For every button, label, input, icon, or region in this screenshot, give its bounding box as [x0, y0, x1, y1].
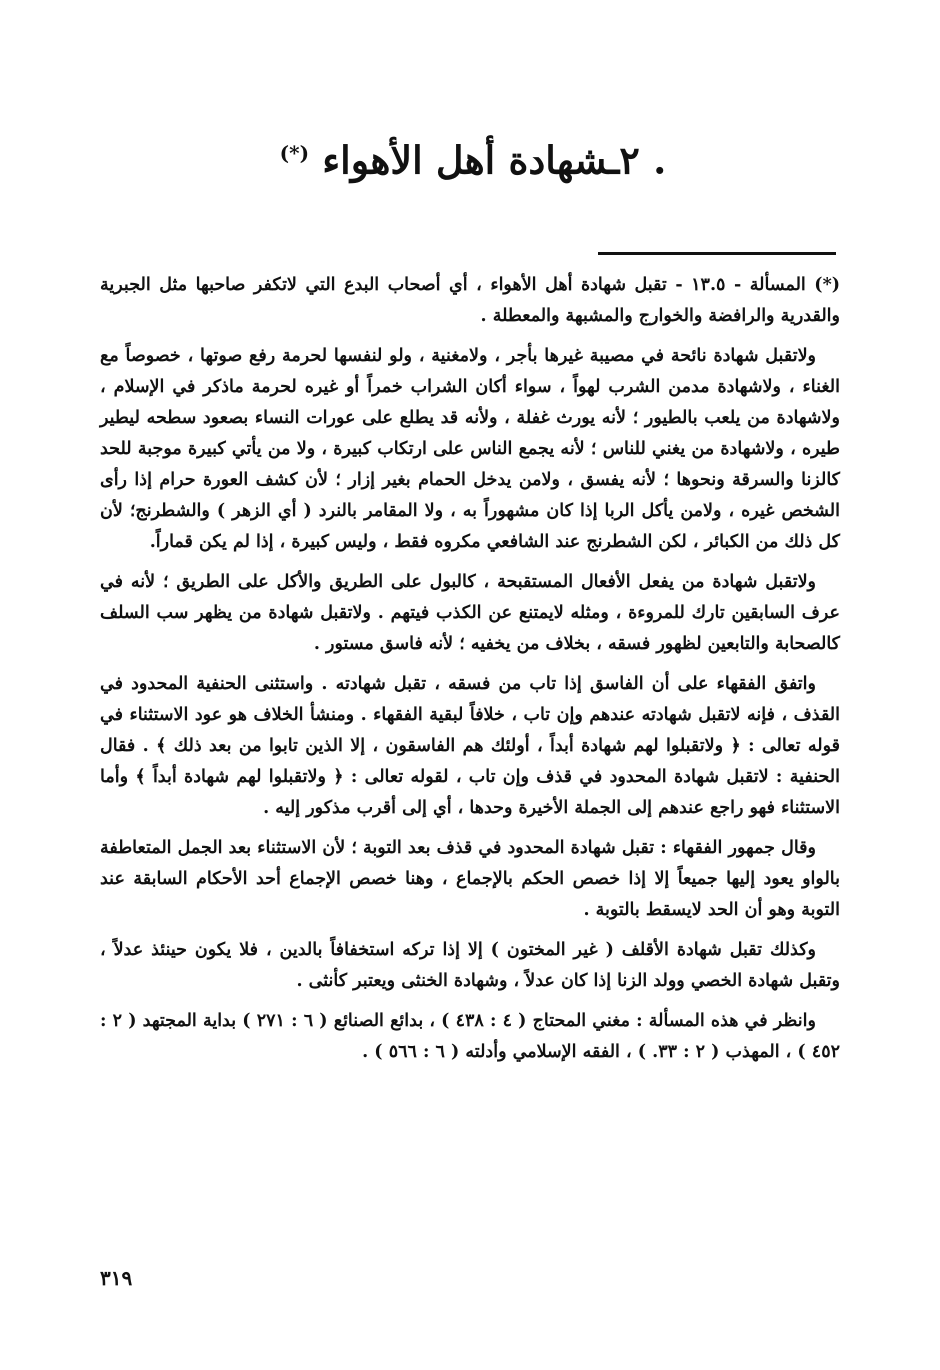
paragraph-2: ولاتقبل شهادة من يفعل الأفعال المستقبحة ، كالبول على الطريق والأكل على الطريق ؛ لأنه في عرف السابقين تارك للمروءة ، ومثله لايمتنع عن الكذب فيتهم . ولاتقبل شهادة من يظهر سب السلف كالصحابة والتابعين لظهور فسقه ، بخلاف من يخفيه ؛ لأنه فاسق مستور .	[100, 572, 840, 654]
page-title	[150, 125, 790, 189]
footnote-separator-line	[598, 252, 836, 255]
paragraph-1: ولاتقبل شهادة نائحة في مصيبة غيرها بأجر ، ولامغنية ، ولو لنفسها لحرمة رفع صوتها ، خصوصاً مع الغناء ، ولاشهادة مدمن الشرب لهواً ، سواء أكان الشراب خمراً أو غيره لحرمة ماذكر في الإسلام ، ولاشهادة من يلعب بالطيور ؛ لأنه يورث غفلة ، ولأنه قد يطلع على عورات النساء بصعود سطحه ليطير طيره ، ولاشهادة من يغني للناس ؛ لأنه يجمع الناس على ارتكاب كبيرة ، ولا من يأتي كبيرة موجبة للحد كالزنا والسرقة ونحوها ؛ لأنه يفسق ، ولامن يدخل الحمام بغير إزار ؛ لأن كشف العورة حرام إذا رأى الشخص غيره ، ولامن يأكل الربا إذا كان مشهوراً به ، ولا المقامر بالنرد ( أي الزهر ) والشطرنج؛ لأن كل ذلك من الكبائر ، لكن الشطرنج عند الشافعي مكروه فقط ، وليس كبيرة ، إذا لم يكن قماراً.	[100, 346, 840, 552]
footnote-marker: (*)	[279, 141, 310, 166]
footnote-intro-paragraph	[100, 270, 840, 332]
footnote-lead: (*) المسألة - ١٣.٥ -	[675, 275, 841, 295]
footnote-intro-text: تقبل شهادة أهل الأهواء ، أي أصحاب البدع التي لاتكفر صاحبها مثل الجبرية والقدرية والرافضة والخوارج والمشبهة والمعطلة .	[100, 275, 840, 326]
paragraph-4: وقال جمهور الفقهاء : تقبل شهادة المحدود في قذف بعد التوبة ؛ لأن الاستثناء بعد الجمل المتعاطفة بالواو يعود إليها جميعاً إلا إذا خصص الحكم بالإجماع ، وهنا خصص الإجماع أحد الأحكام السابقة عند التوبة وهو أن الحد لايسقط بالتوبة .	[100, 838, 840, 920]
footnote-body	[100, 270, 840, 1077]
title-text: . ٢ـشهادة أهل الأهواء	[322, 138, 667, 184]
paragraph-3: واتفق الفقهاء على أن الفاسق إذا تاب من فسقه ، تقبل شهادته . واستثنى الحنفية المحدود في القذف ، فإنه لاتقبل شهادته عندهم وإن تاب ، خلافاً لبقية الفقهاء . ومنشأ الخلاف هو عود الاستثناء في قوله تعالى : ﴿ ولاتقبلوا لهم شهادة أبداً ، أولئك هم الفاسقون ، إلا الذين تابوا من بعد ذلك ﴾ . فقال الحنفية : لاتقبل شهادة المحدود في قذف وإن تاب ، لقوله تعالى : ﴿ ولاتقبلوا لهم شهادة أبداً ﴾ وأما الاستثناء فهو راجع عندهم إلى الجملة الأخيرة وحدها ، أي إلى أقرب مذكور إليه .	[100, 674, 840, 818]
paragraph-6-references: وانظر في هذه المسألة : مغني المحتاج ( ٤ : ٤٣٨ ) ، بدائع الصنائع ( ٦ : ٢٧١ ) بداية المجتهد ( ٢ : ٤٥٢ ) ، المهذب ( ٢ : ٣٣. ) ، الفقه الإسلامي وأدلته ( ٦ : ٥٦٦ ) .	[100, 1011, 840, 1062]
paragraph-5: وكذلك تقبل شهادة الأقلف ( غير المختون ) إلا إذا تركه استخفافاً بالدين ، فلا يكون حينئذ عدلاً ، وتقبل شهادة الخصي وولد الزنا إذا كان عدلاً ، وشهادة الخنثى ويعتبر كأنثى .	[100, 940, 840, 991]
page-number: ٣١٩	[100, 1266, 133, 1290]
